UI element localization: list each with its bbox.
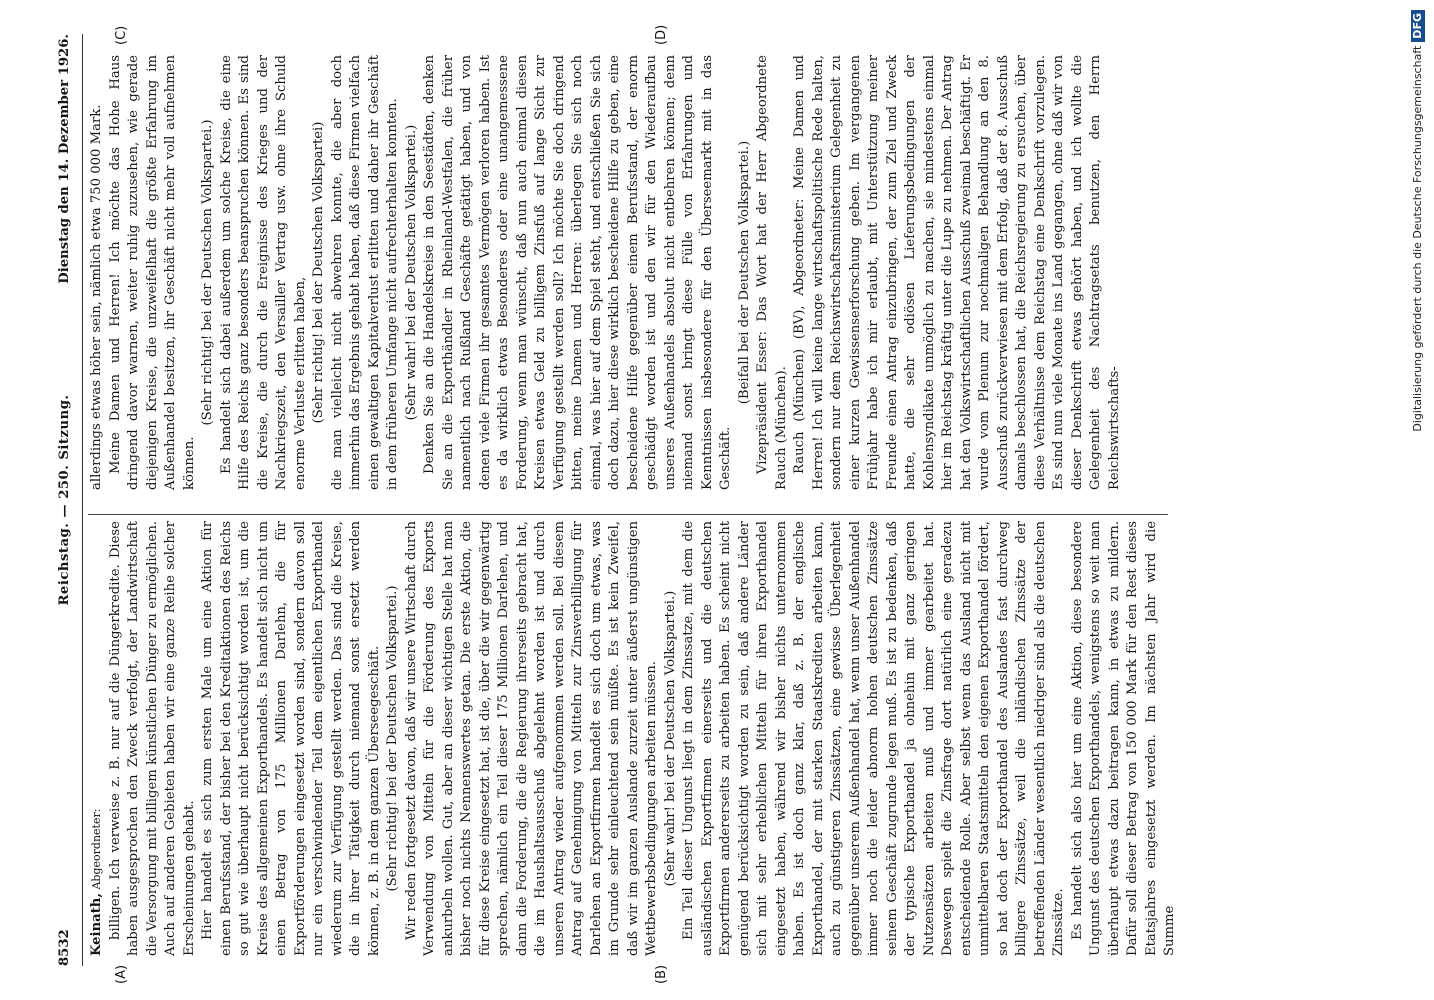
dfg-logo: DFG [1411,10,1425,42]
paragraph-text: billigen. Ich verweise z. B. nur auf die Düngerkredite. Diese haben ausgesprochen den Zweck verfolgt, der Landwirtschaft die Versorgung mit billigem künstlichen Dünger zu ermöglichen. Auch auf anderen Gebieten haben wir eine ganze Reihe solcher Erscheinungen gehabt. [107,521,197,956]
margin-letter-b: (B) [654,964,669,984]
interjection [384,521,403,956]
interjection [736,55,755,490]
paragraph [791,55,1124,490]
paragraph-text: Hier handelt es sich zum ersten Male um eine Aktion für einen Berufsstand, der bisher bei den Kreditaktionen des Reichs so gut wie überhaupt nicht berücksichtigt worden ist, um die Kreise des allgemeinen Exporthandels. Es handelt sich nicht um einen Betrag von 175 Millionen Darlehn, die für Exportförderungen eingesetzt worden sind, sondern davon soll nur ein verschwindender Teil dem eigentlichen Exporthandel wiederum zur Verfügung gestellt werden. Das sind die Kreise, die in ihrer Tätigkeit durch niemand sonst ersetzt werden können, z. B. in dem ganzen Überseegeschäft. [200,521,382,956]
page-header [56,34,83,966]
paragraph [421,55,736,490]
paragraph-text: Es handelt sich also hier um eine Aktion, diese besondere Ungunst des deutschen Exporthandels, wenigstens so weit man überhaupt etwas dazu beitragen kann, in etwas zu mildern. Dafür soll dieser Betrag von 150 000 Mark für den Rest dieses Etatsjahres eingesetzt werden. Im nächsten Jahr wird die Summe [1069,521,1177,956]
paragraph-text: Meine Damen und Herren! Ich möchte das Hohe Haus dringend davor warnen, weiter ruhig zuzusehen, wie gerade diejenigen Kreise, die unzweifelhaft die größte Erfahrung im Außenhandel besitzen, ihr Geschäft nicht mehr voll aufnehmen können. [107,55,197,490]
paragraph [88,521,107,956]
header-date: Dienstag den 14. Dezember 1926. [57,34,72,284]
paragraph [88,55,107,490]
paragraph-text: (Beifall bei der Deutschen Volkspartei.) [736,140,752,405]
text-column-left [88,521,1180,956]
margin-letter-c: (C) [114,25,129,45]
paragraph-text: (Sehr richtig! bei der Deutschen Volkspartei.) [200,119,215,426]
paragraph-text: allerdings etwas höher sein, nämlich etwa 750 000 Mark. [89,104,104,490]
paragraph-text: (Sehr richtig! bei der Deutschen Volkspartei) [311,121,326,424]
paragraph [403,521,662,956]
paragraph [1069,521,1180,956]
interjection [403,55,422,490]
paragraph-text: (Sehr wahr! bei der Deutschen Volkspartei.) [662,590,678,887]
paragraph-text: (Sehr wahr! bei der Deutschen Volkspartei.) [403,124,419,421]
paragraph-text: die man vielleicht nicht abwehren konnte, die aber doch immerhin das Ergebnis gehabt haben, daß diese Firmen vielfach einen gewaltigen Kapitalverlust erlitten und daher ihr Geschäft in dem früheren Umfange nicht aufrechterhalten konnten. [329,55,400,490]
paragraph-text: Wir reden fortgesetzt davon, daß wir unsere Wirtschaft durch Verwendung von Mitteln für die Förderung des Exports ankurbeln wollen. Gut, aber an dieser wichtigen Stelle hat man bisher noch nichts Nennenswertes getan. Die erste Aktion, die für diese Kreise eingesetzt hat, ist die, über die wir gegenwärtig sprechen, nämlich ein Teil dieser 175 Millionen Darlehen, und dann die Forderung, die die Regierung ihrerseits gebracht hat, die im Haushaltsausschuß abgelehnt worden ist und durch unseren Antrag wieder aufgenommen werden soll. Bei diesem Antrag auf Genehmigung von Mitteln zur Zinsverbilligung für Darlehen an Exportfirmen handelt es sich doch um etwas, was im Grunde sehr einleuchtend sein müßte. Es ist kein Zweifel, daß wir im ganzen Auslande zurzeit unter äußerst ungünstigen Wettbewerbsbedingungen arbeiten müssen. [403,521,659,956]
column-divider [88,514,1168,515]
paragraph-text: Ein Teil dieser Ungunst liegt in dem Zinssatze, mit dem die ausländischen Exportfirmen einerseits und die deutschen Exportfirmen andererseits zu arbeiten haben. Es scheint nicht genügend berücksichtigt worden zu sein, daß andere Länder sich mit sehr erheblichen Mitteln für ihren Exporthandel eingesetzt haben, während wir bisher nichts unternommen haben. Es ist doch ganz klar, daß z. B. der englische Exporthandel, der mit starken Staatskrediten arbeiten kann, auch zu günstigeren Zinssätzen, eine gewisse Überlegenheit gegenüber unserem Außenhandel hat, wenn unser Außenhandel immer noch die leider abnorm hohen deutschen Zinssätze seinem Geschäft zugrunde legen muß. Es ist zu bedenken, daß der typische Exporthandel ja ohnehin mit ganz geringen Nutzensätzen arbeiten muß und immer gearbeitet hat. Deswegen spielt die Zinsfrage dort natürlich eine geradezu entscheidende Rolle. Aber selbst wenn das Ausland nicht mit unmittelbaren Staatsmitteln den eigenen Exporthandel fördert, so hat doch der Exporthandel des Auslandes fast durchweg billigere Zinssätze, weil die inländischen Zinssätze der betreffenden Länder wesentlich niedriger sind als die deutschen Zinssätze. [681,521,1066,956]
paragraph [199,521,384,956]
text-column-right [88,55,1124,490]
paragraph [329,55,403,490]
digitization-watermark [1407,10,1429,990]
paragraph-text: Es handelt sich dabei außerdem um solche Kreise, die eine Hilfe des Reichs ganz besonders beanspruchen können. Es sind die Kreise, die durch die Ereignisse des Krieges und der Nachkriegszeit, den Versailler Vertrag usw. ohne ihre Schuld enorme Verluste erlitten haben, [218,55,308,490]
interjection [310,55,329,490]
header-session: Reichstag. — 250. Sitzung. [57,394,72,606]
margin-letter-a: (A) [114,964,129,984]
speaker-role: Abgeordneter: [90,808,103,894]
speaker-name: Keinath, [89,893,104,956]
paragraph [107,55,200,490]
paragraph [680,521,1069,956]
page-number: 8532 [57,929,72,966]
paragraph-text: (Sehr richtig! bei der Deutschen Volkspartei.) [385,585,400,892]
paragraph [218,55,311,490]
interjection [662,521,681,956]
paragraph-text: Denken Sie an die Handelskreise in den Seestädten, denken Sie an die Exporthändler in Rheinland-Westfalen, die früher namentlich nach Rußland Geschäfte getätigt haben, und von denen viele Firmen ihr gesamtes Vermögen verloren haben. Ist es da wirklich etwas Besonderes oder eine unangemessene Forderung, wenn man wünscht, daß nun auch einmal diesen Kreisen etwas Geld zu billigem Zinsfuß auf lange Sicht zur Verfügung gestellt werden soll? Ich möchte Sie doch dringend bitten, meine Damen und Herren: überlegen Sie sich noch einmal, was hier auf dem Spiel steht, und entschließen Sie sich doch dazu, hier diese wirklich bescheidene Hilfe zu geben, eine bescheidene Hilfe gegenüber einem Berufsstand, der enorm geschädigt worden ist und den wir für den Wiederaufbau unseres Außenhandels absolut nicht entbehren können; denn niemand sonst bringt diese Fülle von Erfahrungen und Kenntnissen insbesondere für den Überseemarkt mit in das Geschäft. [422,55,733,490]
paragraph [107,521,200,956]
paragraph-text: Rauch (München) (BV), Abgeordneter: Meine Damen und Herren! Ich will keine lange wirtschaftspolitische Rede halten, sondern nur dem Reichswirtschaftsministerium Gelegenheit zu einer kurzen Gewissenserforschung geben. Im vergangenen Frühjahr habe ich mir erlaubt, mit Unterstützung meiner Freunde einen Antrag einzubringen, der zum Ziel und Zweck hatte, die sehr odiösen Lieferungsbedingungen der Kohlensyndikate unmöglich zu machen, sie mindestens einmal hier im Reichstag kräftig unter die Lupe zu nehmen. Der Antrag hat den Volkswirtschaftlichen Ausschuß zweimal beschäftigt. Er wurde vom Plenum zur nochmaligen Behandlung an den 8. Ausschuß zurückverwiesen mit dem Erfolg, daß der 8. Ausschuß damals beschlossen hat, die Reichsregierung zu ersuchen, über diese Verhältnisse dem Reichstag eine Denkschrift vorzulegen. Es sind nun viele Monate ins Land gegangen, ohne daß wir von dieser Denkschrift etwas gehört haben, und ich wollte die Gelegenheit des Nachtragsetats benutzen, den Herrn Reichswirtschafts- [792,55,1122,490]
interjection [199,55,218,490]
watermark-text: Digitalisierung gefördert durch die Deutsche Forschungsgemeinschaft [1411,45,1424,432]
paragraph [754,55,791,490]
margin-letter-d: (D) [654,24,669,45]
paragraph-text: Vizepräsident Esser: Das Wort hat der Herr Abgeordnete Rauch (München). [755,55,789,490]
